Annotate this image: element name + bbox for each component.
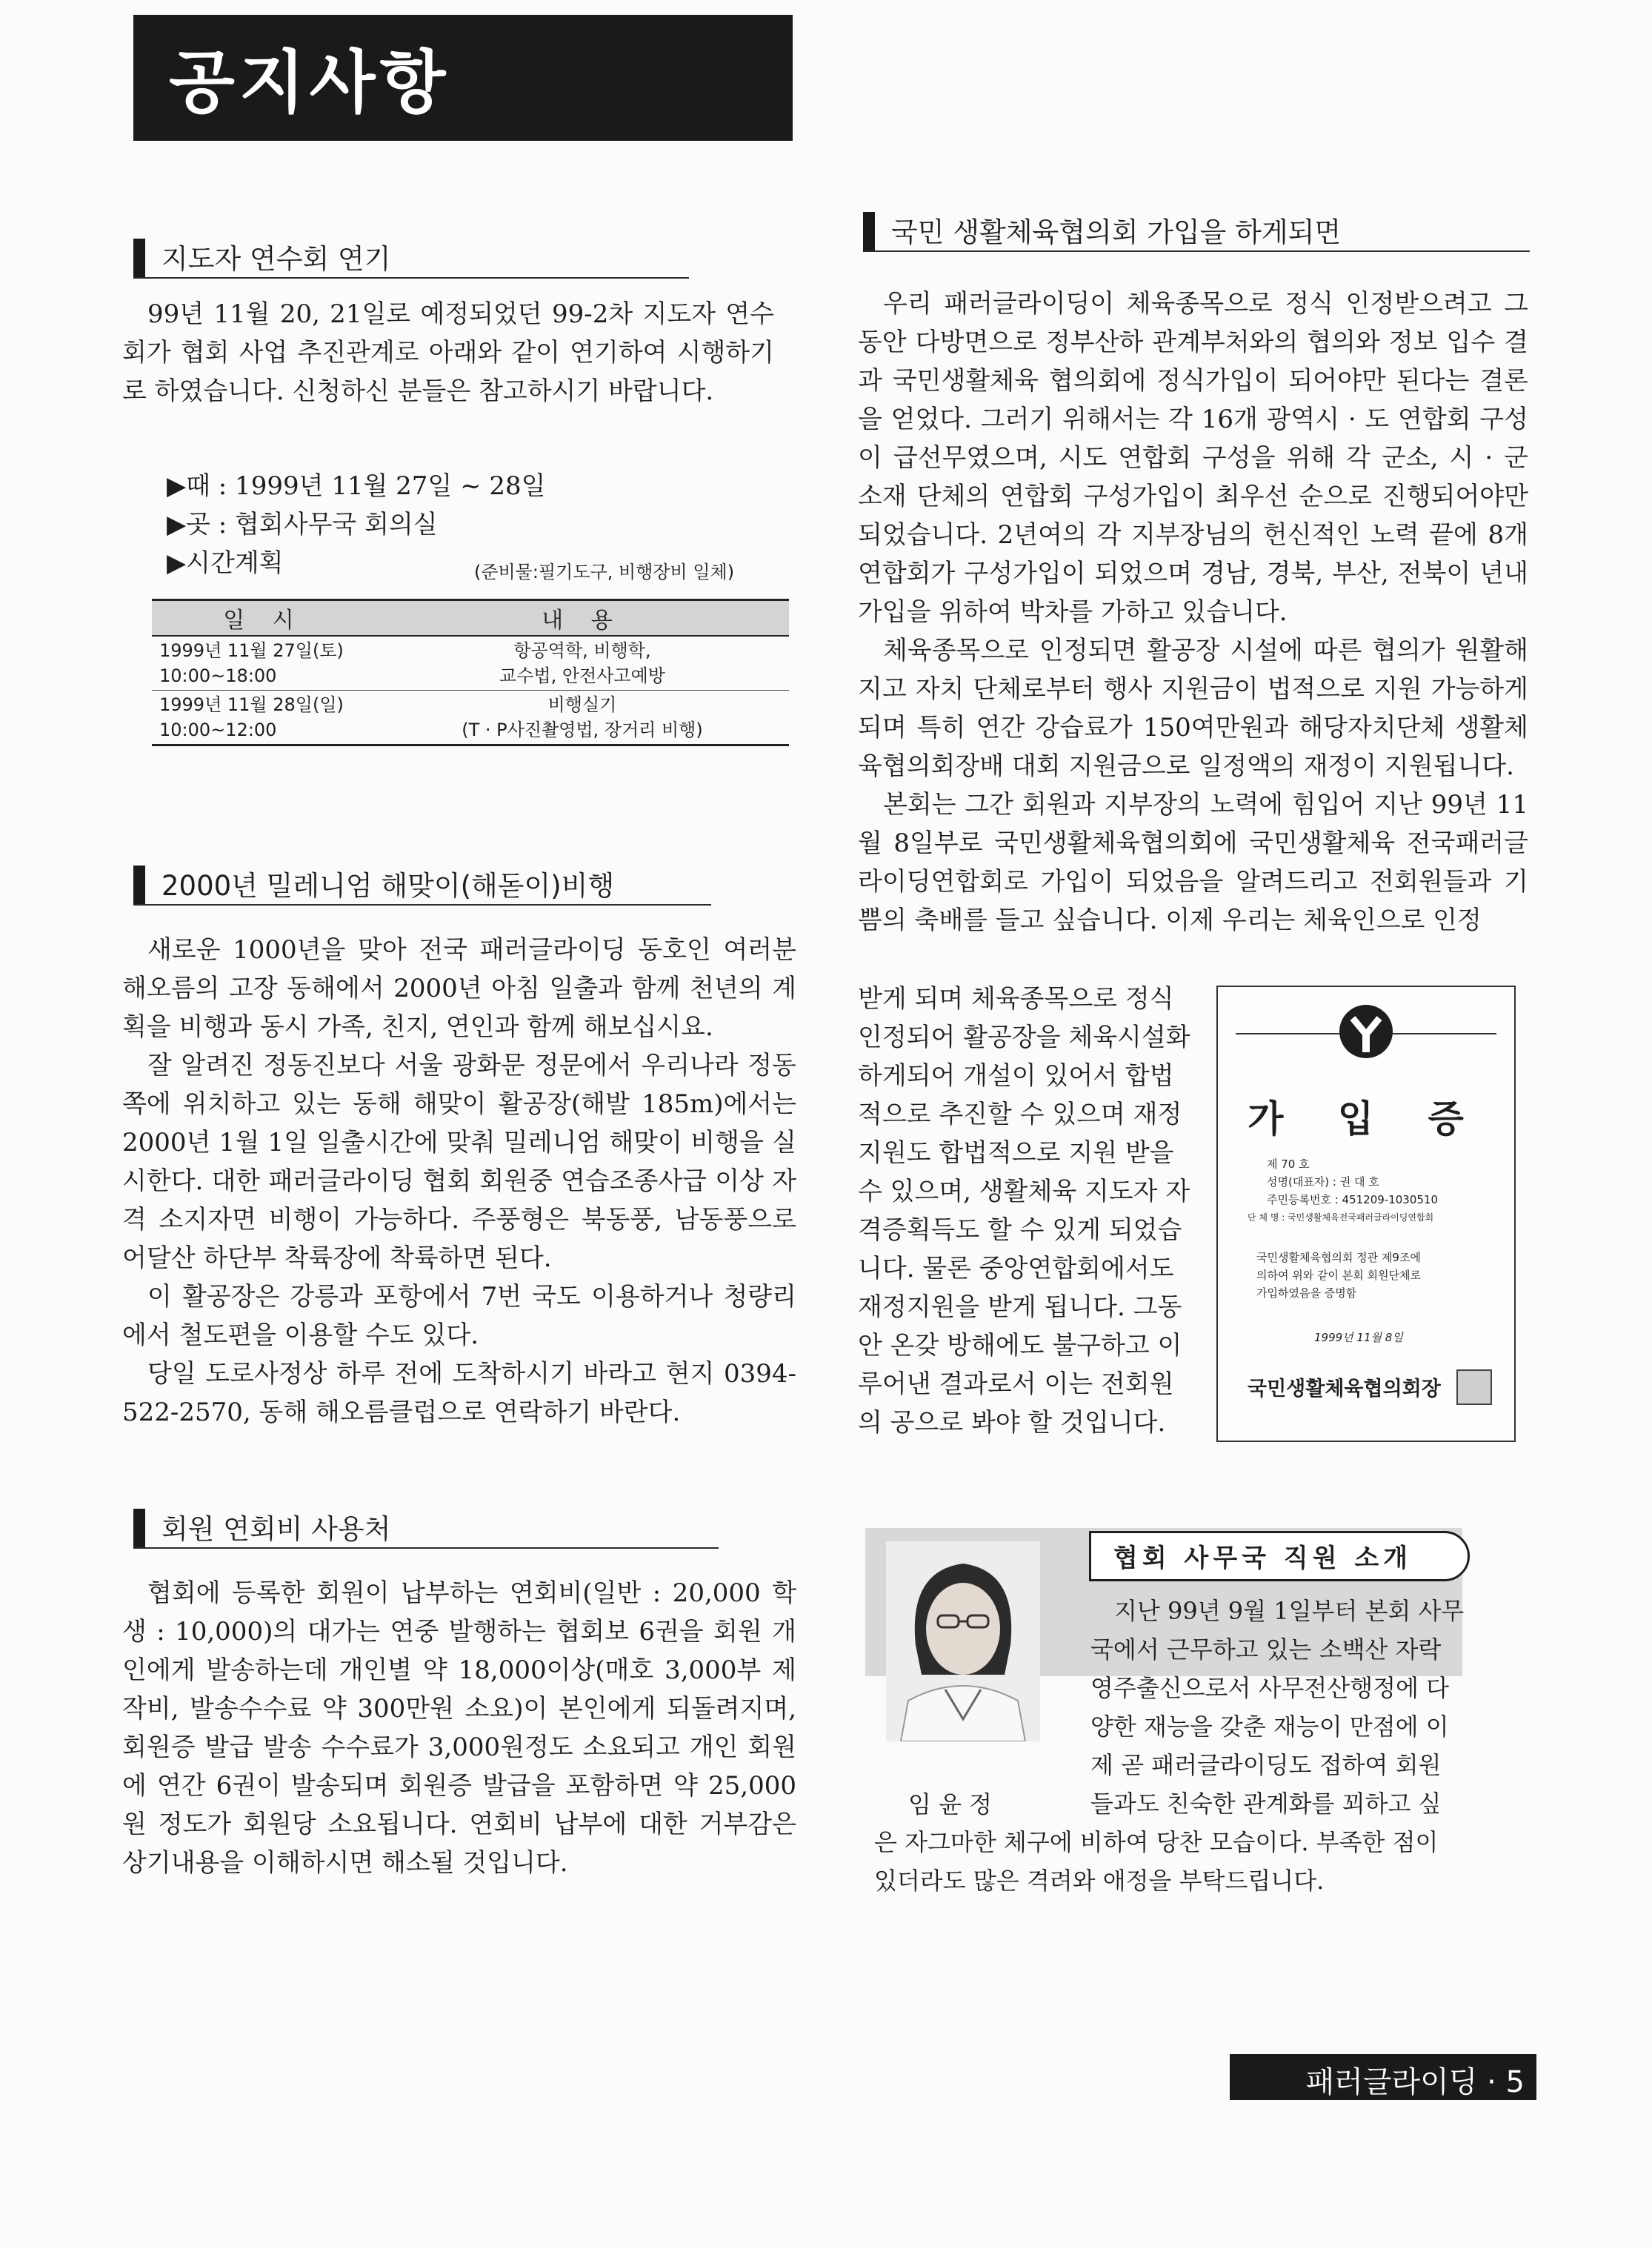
text-line: 안 온갖 방해에도 불구하고 이 (858, 1331, 1182, 1361)
heading-bar (133, 239, 145, 279)
millennium-body (122, 931, 796, 1432)
paragraph: 우리 패러글라이딩이 체육종목으로 정식 인정받으려고 그동안 다방면으로 정부산하 관계부처와의 협의와 정보 입수 결과 국민생활체육 협의회에 정식가입이 되어야만 된다는 결론을 얻었다. 그러기 위해서는 각 16개 광역시 · 도 연합회 구성이 급선무였으며, 시도 연합회 구성을 위해 각 군소, 시 · 군 소재 단체의 연합회 구성가입이 최우선 순으로 진행되어야만 되었습니다. 2년여의 각 지부장님의 헌신적인 노력 끝에 8개 연합회가 구성가입이 되었으며 경남, 경북, 부산, 전북이 년내 가입을 위하여 박차를 가하고 있습니다. (858, 289, 1528, 627)
table-header-date: 일 시 (152, 600, 376, 637)
section-title: 회원 연회비 사용처 (161, 1513, 391, 1545)
text-line: 적으로 추진할 수 있으며 재정 (858, 1100, 1182, 1129)
portrait-icon (886, 1541, 1040, 1741)
section-heading-millennium (133, 866, 711, 906)
paragraph: 잘 알려진 정동진보다 서울 광화문 정문에서 우리나라 정동쪽에 위치하고 있는 동해 해맞이 활공장(해발 185m)에서는 2000년 1월 1일 일출시간에 맞춰 밀레니엄 해맞이 비행을 실시한다. 대한 패러글라이딩 협회 회원중 연습조종사급 이상 자격 소지자면 비행이 가능하다. 주풍형은 북동풍, 남동풍으로 어달산 하단부 착륙장에 착륙하면 된다. (122, 1051, 796, 1273)
section-title: 국민 생활체육협의회 가입을 하게되면 (891, 216, 1342, 248)
text-line: 니다. 물론 중앙연합회에서도 (858, 1254, 1174, 1283)
text-line: 격증획득도 할 수 있게 되었습 (858, 1215, 1182, 1245)
row-time: 10:00~12:00 (159, 720, 277, 740)
page-number-badge (1230, 2054, 1536, 2100)
section-heading-sports-council (863, 212, 1530, 252)
text-line: 들과도 친숙한 관계화를 꾀하고 싶 (1090, 1790, 1442, 1818)
heading-rule (863, 250, 1530, 252)
certificate-issuer: 국민생활체육협의회장 (1248, 1378, 1441, 1401)
schedule-table (152, 599, 789, 746)
section-heading-training (133, 239, 689, 279)
table-row (152, 691, 789, 745)
heading-rule (133, 277, 689, 279)
certificate-date: 1999년 11월 8일 (1314, 1331, 1403, 1344)
certificate-line: 단 체 명 : 국민생활체육전국패러글라이딩연합회 (1248, 1212, 1434, 1223)
staff-intro-body-full (874, 1823, 1438, 1900)
section-title: 2000년 밀레니엄 해맞이(해돋이)비행 (161, 870, 615, 902)
text-line: 영주출신으로서 사무전산행정에 다 (1090, 1674, 1450, 1702)
table-row (152, 636, 789, 691)
paragraph: 이 활공장은 강릉과 포항에서 7번 국도 이용하거나 청량리에서 철도편을 이용할 수도 있다. (122, 1282, 796, 1350)
membership-fee-body: 협회에 등록한 회원이 납부하는 연회비(일반 : 20,000 학생 : 10,000)의 대가는 연중 발행하는 협회보 6권을 회원 개인에게 발송하는데 개인별 약 18,000이상(매호 3,000부 제작비, 발송수수료 약 300만원 소요)이 본인에게 되돌려지며, 회원증 발급 발송 수수료가 3,000원정도 소요되고 개인 회원에 연간 6권이 발송되며 회원증 발급을 포함하면 약 25,000원 정도가 회원당 소요됩니다. 연회비 납부에 대한 거부감은 상기내용을 이해하시면 해소될 것입니다. (122, 1578, 796, 1878)
page-number: 패러글라이딩 · 5 (1305, 2065, 1525, 2099)
row-date: 1999년 11월 28일(일) (159, 694, 344, 715)
staff-name: 임 윤 정 (908, 1790, 993, 1818)
text-line: 인정되어 활공장을 체육시설화 (858, 1023, 1190, 1052)
section-title: 지도자 연수회 연기 (161, 243, 391, 275)
staff-intro-heading (1089, 1531, 1470, 1581)
staff-intro-body (1090, 1592, 1464, 1823)
bullet-when: ▶때 : 1999년 11월 27일 ~ 28일 (167, 471, 546, 501)
seal-stamp (1456, 1369, 1492, 1405)
staff-intro-title: 협회 사무국 직원 소개 (1113, 1544, 1413, 1573)
row-content: 교수법, 안전사고예방 (499, 665, 665, 686)
sports-council-narrow-column (858, 980, 1206, 1442)
text-line: 의 공으로 봐야 할 것입니다. (858, 1408, 1166, 1438)
text-line: 은 자그마한 체구에 비하여 당찬 모습이다. 부족한 점이 (874, 1828, 1439, 1856)
text-line: 지난 99년 9월 1일부터 본회 사무 (1114, 1597, 1465, 1625)
row-date: 1999년 11월 27일(토) (159, 640, 344, 661)
supplies-note: (준비물:필기도구, 비행장비 일체) (474, 562, 735, 582)
text-line: 양한 재능을 갖춘 재능이 만점에 이 (1090, 1713, 1449, 1741)
text-line: 지원도 합법적으로 지원 받을 (858, 1138, 1174, 1168)
table-header-content: 내 용 (376, 600, 789, 637)
text-line: 수 있으며, 생활체육 지도자 자 (858, 1177, 1190, 1206)
paragraph: 당일 도로사정상 하루 전에 도착하시기 바라고 현지 0394-522-2570, 동해 해오름클럽으로 연락하기 바란다. (122, 1359, 796, 1427)
heading-bar (863, 212, 875, 252)
section-heading-membership-fee (133, 1509, 719, 1549)
row-time: 10:00~18:00 (159, 665, 277, 686)
certificate-line: 성명(대표자) : 권 대 호 (1267, 1175, 1379, 1189)
emblem-icon (1336, 1002, 1396, 1061)
bullet-schedule: ▶시간계획 (167, 548, 284, 578)
row-content: 비행실기 (547, 694, 617, 715)
text-line: 받게 되며 체육종목으로 정식 (858, 984, 1174, 1014)
text-line: 제 곧 패러글라이딩도 접하여 회원 (1090, 1751, 1442, 1779)
heading-bar (133, 1509, 145, 1549)
text-line: 재정지원을 받게 됩니다. 그동 (858, 1292, 1182, 1322)
certificate-line: 제 70 호 (1267, 1157, 1310, 1171)
staff-photo (886, 1541, 1040, 1741)
heading-rule (133, 1547, 719, 1549)
text-line: 있더라도 많은 격려와 애정을 부탁드립니다. (874, 1867, 1325, 1895)
row-content: 항공역학, 비행학, (513, 640, 651, 661)
paragraph: 새로운 1000년을 맞아 전국 패러글라이딩 동호인 여러분 해오름의 고장 동해에서 2000년 아침 일출과 함께 천년의 계획을 비행과 동시 가족, 친지, 연인과 함께 해보십시요. (122, 935, 796, 1042)
certificate-line: 의하여 위와 같이 본회 회원단체로 (1256, 1269, 1421, 1282)
membership-certificate (1216, 986, 1516, 1442)
certificate-line: 가입하였음을 증명함 (1256, 1286, 1357, 1300)
paragraph: 본회는 그간 회원과 지부장의 노력에 힘입어 지난 99년 11월 8일부로 국민생활체육협의회에 국민생활체육 전국패러글라이딩연합회로 가입이 되었음을 알려드리고 전회원들과 기쁨의 축배를 들고 싶습니다. 이제 우리는 체육인으로 인정 (858, 790, 1528, 935)
certificate-title: 가 입 증 (1248, 1097, 1485, 1140)
training-intro: 99년 11월 20, 21일로 예정되었던 99-2차 지도자 연수회가 협회 사업 추진관계로 아래와 같이 연기하여 시행하기로 하였습니다. 신청하신 분들은 참고하시기 바랍니다. (122, 299, 774, 406)
text-line: 국에서 근무하고 있는 소백산 자락 (1090, 1635, 1442, 1664)
text-line: 루어낸 결과로서 이는 전회원 (858, 1369, 1174, 1399)
paragraph: 체육종목으로 인정되면 활공장 시설에 따른 협의가 원활해지고 자치 단체로부터 행사 지원금이 법적으로 지원 가능하게 되며 특히 연간 강습료가 150여만원과 해당자치단체 생활체육협의회장배 대회 지원금으로 일정액의 재정이 지원됩니다. (858, 636, 1528, 781)
bullet-where: ▶곳 : 협회사무국 회의실 (167, 510, 438, 539)
page-title: 공지사항 (169, 43, 450, 122)
row-content: (T · P사진촬영법, 장거리 비행) (462, 720, 703, 740)
sports-council-body (858, 285, 1528, 940)
text-line: 하게되어 개설이 있어서 합법 (858, 1061, 1174, 1091)
heading-bar (133, 866, 145, 906)
heading-rule (133, 904, 711, 906)
certificate-line: 주민등록번호 : 451209-1030510 (1267, 1193, 1439, 1206)
certificate-line: 국민생활체육협의회 정관 제9조에 (1256, 1251, 1421, 1264)
